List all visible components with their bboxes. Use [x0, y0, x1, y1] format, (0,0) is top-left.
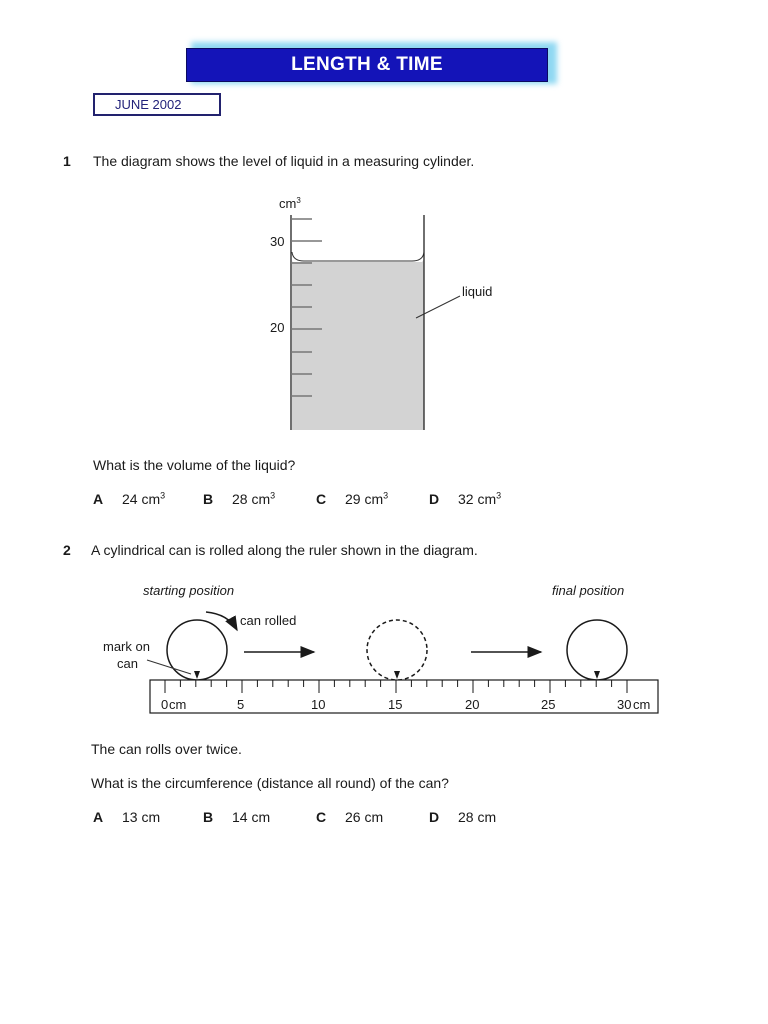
option-c-letter: C: [316, 809, 327, 825]
option-d-value[interactable]: 28 cm: [458, 809, 497, 825]
can-rolled-label: can rolled: [240, 613, 297, 628]
question-2-number: 2: [63, 542, 71, 558]
ruler-unit-30: cm: [633, 697, 651, 712]
page-title: LENGTH & TIME: [186, 48, 548, 82]
liquid-label: liquid: [462, 284, 493, 299]
tick-label-20: 20: [270, 320, 285, 335]
date-label: JUNE 2002: [93, 93, 221, 116]
option-c-value[interactable]: 26 cm: [345, 809, 384, 825]
mark-start: [194, 671, 200, 679]
tick-label-30: 30: [270, 234, 285, 249]
mark-middle: [394, 671, 400, 679]
option-c-letter: C: [316, 491, 327, 507]
question-2-stem: A cylindrical can is rolled along the ruler shown in the diagram.: [91, 542, 478, 558]
question-1-number: 1: [63, 153, 71, 169]
measuring-cylinder-diagram: [0, 0, 768, 440]
option-a-letter: A: [93, 809, 104, 825]
option-b-letter: B: [203, 491, 214, 507]
option-b-value[interactable]: 14 cm: [232, 809, 271, 825]
final-position-label: final position: [552, 583, 625, 598]
ruler-label-20: 20: [465, 697, 480, 712]
can-label: can: [117, 656, 138, 671]
option-c-value[interactable]: 29 $cm^3$: [345, 490, 389, 507]
option-a-letter: A: [93, 491, 104, 507]
mark-final: [594, 671, 600, 679]
ruler-label-25: 25: [541, 697, 556, 712]
option-b-value[interactable]: 28 $cm^3$: [232, 490, 276, 507]
unit-label: $cm^3$: [279, 196, 301, 211]
ruler-label-10: 10: [311, 697, 326, 712]
can-rolled-arrow: [206, 612, 237, 630]
option-a-value[interactable]: 13 cm: [122, 809, 161, 825]
option-b-letter: B: [203, 809, 214, 825]
question-2-statement: The can rolls over twice.: [91, 741, 242, 757]
mark-on-label: mark on: [103, 639, 150, 654]
ruler-unit-0: cm: [169, 697, 187, 712]
meniscus: [292, 252, 424, 261]
option-a-value[interactable]: 24 $cm^3$: [122, 490, 166, 507]
ruler-label-15: 15: [388, 697, 403, 712]
ruler-label-30: 30: [617, 697, 632, 712]
question-1-stem: The diagram shows the level of liquid in a measuring cylinder.: [93, 153, 475, 169]
question-1-prompt: What is the volume of the liquid?: [93, 457, 296, 473]
ruler-label-5: 5: [237, 697, 245, 712]
option-d-letter: D: [429, 491, 440, 507]
ruler-label-0: 0: [161, 697, 169, 712]
option-d-letter: D: [429, 809, 440, 825]
option-d-value[interactable]: 32 $cm^3$: [458, 490, 502, 507]
starting-position-label: starting position: [143, 583, 235, 598]
rolling-can-diagram: [0, 570, 768, 720]
question-2-prompt: What is the circumference (distance all round) of the can?: [91, 775, 449, 791]
